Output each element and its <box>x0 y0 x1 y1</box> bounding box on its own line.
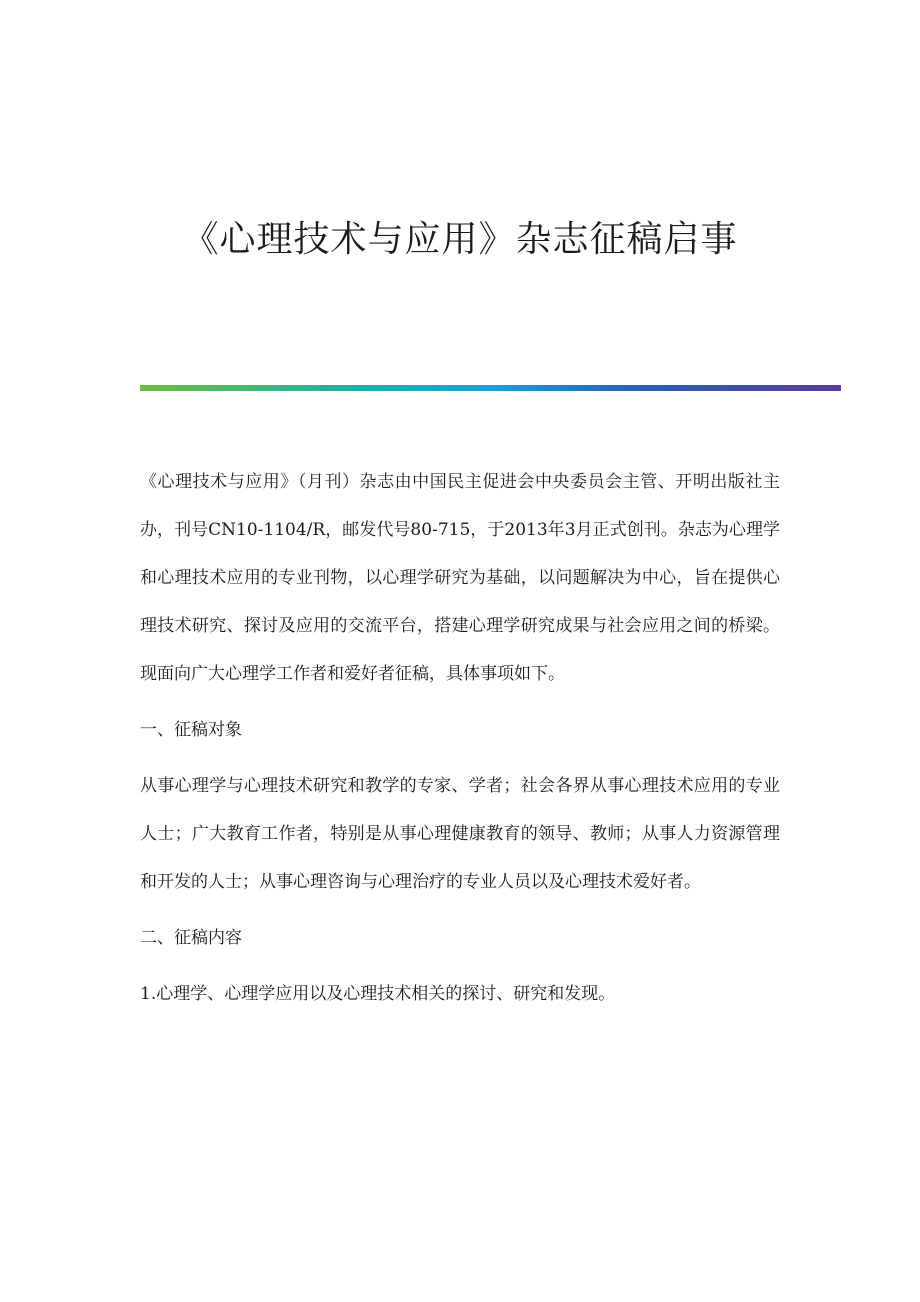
gradient-divider <box>140 385 841 391</box>
intro-paragraph: 《心理技术与应用》（月刊）杂志由中国民主促进会中央委员会主管、开明出版社主办，刊号CN10-1104/R，邮发代号80-715，于2013年3月正式创刊。杂志为心理学和心理技术应用的专业刊物，以心理学研究为基础，以问题解决为中心，旨在提供心理技术研究、探讨及应用的交流平台，搭建心理学研究成果与社会应用之间的桥梁。现面向广大心理学工作者和爱好者征稿，具体事项如下。 <box>140 472 780 684</box>
document-body <box>140 458 780 1026</box>
document-title: 《心理技术与应用》杂志征稿启事 <box>182 219 738 260</box>
section-body-targets: 从事心理学与心理技术研究和教学的专家、学者；社会各界从事心理技术应用的专业人士；广大教育工作者，特别是从事心理健康教育的领导、教师；从事人力资源管理和开发的人士；从事心理咨询与心理治疗的专业人员以及心理技术爱好者。 <box>140 776 780 892</box>
section-heading-content: 二、征稿内容 <box>140 928 242 948</box>
section-heading-targets: 一、征稿对象 <box>140 720 242 740</box>
section-body-content: 1.心理学、心理学应用以及心理技术相关的探讨、研究和发现。 <box>140 984 616 1004</box>
